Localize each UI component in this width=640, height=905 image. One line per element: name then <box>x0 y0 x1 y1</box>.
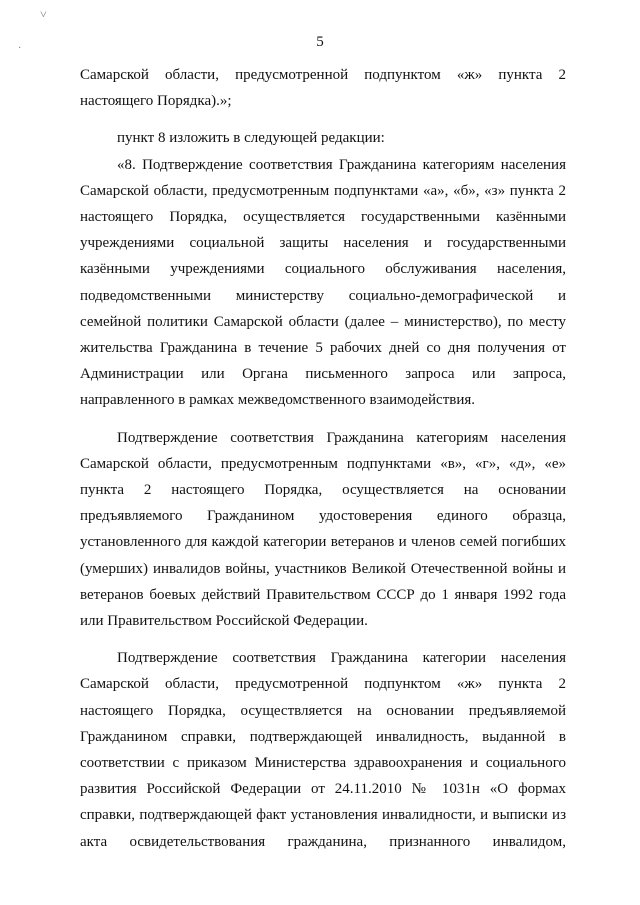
paragraph-item-8: «8. Подтверждение соответствия Гражданина категориям населения Самарской области, предусмотренным подпунктами «а», «б», «з» пункта 2 настоящего Порядка, осуществляется государственными казёнными учреждениями социальной защиты населения и государственными казёнными учреждениями социального обслуживания населения, подведомственными министерству социально-демографической и семейной политики Самарской области (далее – министерство), по месту жительства Гражданина в течение 5 рабочих дней со дня получения от Администрации или Органа письменного запроса или запроса, направленного в рамках межведомственного взаимодействия. <box>80 156 566 409</box>
scan-mark: ˅ <box>40 7 47 21</box>
paragraph-continuation: Самарской области, предусмотренной подпунктом «ж» пункта 2 настоящего Порядка).»; <box>80 67 566 110</box>
paragraph-confirmation-disability: Подтверждение соответствия Гражданина категории населения Самарской области, предусмотренной подпунктом «ж» пункта 2 настоящего Порядка, осуществляется на основании предъявляемой Гражданином справки, подтверждающей инвалидность, выданной в соответствии с приказом Министерства здравоохранения и социального развития Российской Федерации от 24.11.2010 № 1031н «О формах справки, подтверждающей факт установления инвалидности, и выписки из акта освидетельствования гражданина, признанного инвалидом, <box>80 650 566 850</box>
paragraph-confirmation-certificate: Подтверждение соответствия Гражданина категориям населения Самарской области, предусмотренным подпунктами «в», «г», «д», «е» пункта 2 настоящего Порядка, осуществляется на основании предъявляемого Гражданином удостоверения единого образца, установленного для каждой категории ветеранов и членов семей погибших (умерших) инвалидов войны, участников Великой Отечественной войны и ветеранов боевых действий Правительством СССР до 1 января 1992 года или Правительством Российской Федерации. <box>80 429 566 630</box>
page-number: 5 <box>316 34 324 50</box>
paragraph-instruction: пункт 8 изложить в следующей редакции: <box>117 130 385 147</box>
document-body <box>80 62 566 855</box>
scan-dot: · <box>18 43 22 54</box>
